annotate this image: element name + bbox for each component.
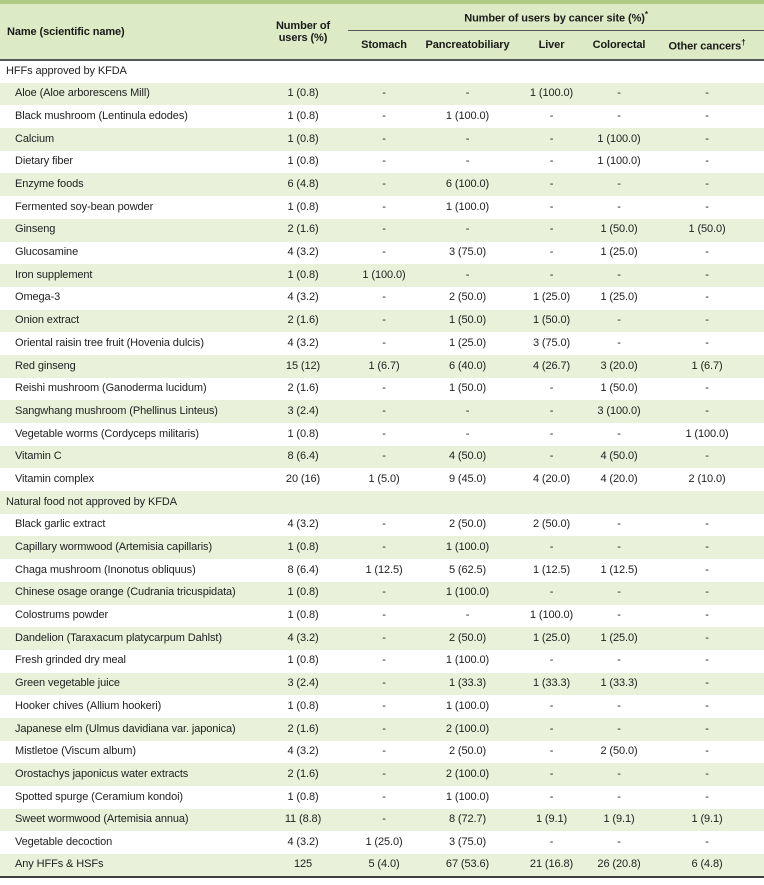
cell-other-cancers: - — [650, 400, 764, 423]
cell-colorectal: 26 (20.8) — [588, 854, 650, 877]
cell-other-cancers: - — [650, 741, 764, 764]
cell-stomach: - — [348, 809, 420, 832]
cell-other-cancers: - — [650, 173, 764, 196]
cell-colorectal: 4 (50.0) — [588, 446, 650, 469]
footnote-marker-dagger: † — [741, 37, 746, 47]
cell-stomach: - — [348, 627, 420, 650]
table-row — [0, 196, 764, 219]
cell-colorectal: 1 (25.0) — [588, 287, 650, 310]
cell-liver: - — [515, 741, 588, 764]
row-name: Iron supplement — [0, 264, 258, 287]
cell-users: 4 (3.2) — [258, 287, 348, 310]
cell-liver: - — [515, 536, 588, 559]
cell-other-cancers: 1 (6.7) — [650, 355, 764, 378]
cell-liver: 1 (12.5) — [515, 559, 588, 582]
table-row — [0, 514, 764, 537]
cell-stomach: - — [348, 128, 420, 151]
col-header-name: Name (scientific name) — [0, 4, 258, 60]
cell-liver: - — [515, 786, 588, 809]
cell-stomach: - — [348, 536, 420, 559]
cell-liver: - — [515, 400, 588, 423]
table-row — [0, 264, 764, 287]
row-name: Sangwhang mushroom (Phellinus Linteus) — [0, 400, 258, 423]
cell-colorectal: - — [588, 105, 650, 128]
header-row-group — [0, 4, 764, 31]
cell-users: 1 (0.8) — [258, 605, 348, 628]
cell-liver: - — [515, 242, 588, 265]
table-row — [0, 128, 764, 151]
table-row — [0, 831, 764, 854]
cell-colorectal: 3 (20.0) — [588, 355, 650, 378]
table-row — [0, 287, 764, 310]
cell-stomach: - — [348, 605, 420, 628]
cell-users: 4 (3.2) — [258, 242, 348, 265]
cell-liver: - — [515, 128, 588, 151]
cell-users: 15 (12) — [258, 355, 348, 378]
cell-colorectal: - — [588, 718, 650, 741]
cell-users: 2 (1.6) — [258, 310, 348, 333]
cell-liver: - — [515, 151, 588, 174]
cell-colorectal: - — [588, 650, 650, 673]
cell-liver: - — [515, 173, 588, 196]
cell-colorectal: 2 (50.0) — [588, 741, 650, 764]
cell-stomach: - — [348, 763, 420, 786]
cell-pancreatobiliary: - — [420, 400, 515, 423]
cell-colorectal: - — [588, 536, 650, 559]
col-header-liver: Liver — [515, 31, 588, 61]
table-row — [0, 718, 764, 741]
row-name: Calcium — [0, 128, 258, 151]
cell-users: 1 (0.8) — [258, 695, 348, 718]
cell-other-cancers: - — [650, 627, 764, 650]
table-row — [0, 559, 764, 582]
row-name: Vitamin complex — [0, 468, 258, 491]
cell-users: 4 (3.2) — [258, 831, 348, 854]
cell-pancreatobiliary: - — [420, 423, 515, 446]
cell-liver: 1 (50.0) — [515, 310, 588, 333]
table-row — [0, 83, 764, 106]
cell-liver: - — [515, 378, 588, 401]
row-name: Onion extract — [0, 310, 258, 333]
table-row — [0, 468, 764, 491]
row-name: Mistletoe (Viscum album) — [0, 741, 258, 764]
cell-liver: 1 (9.1) — [515, 809, 588, 832]
col-header-users: Number of users (%) — [258, 4, 348, 60]
cell-liver: 1 (100.0) — [515, 83, 588, 106]
cell-other-cancers: - — [650, 718, 764, 741]
row-name: Black garlic extract — [0, 514, 258, 537]
cell-other-cancers: - — [650, 695, 764, 718]
cell-users: 1 (0.8) — [258, 128, 348, 151]
cell-users: 1 (0.8) — [258, 582, 348, 605]
row-name: Any HFFs & HSFs — [0, 854, 258, 877]
cell-colorectal: - — [588, 310, 650, 333]
cell-other-cancers: - — [650, 332, 764, 355]
cell-pancreatobiliary: - — [420, 83, 515, 106]
cell-other-cancers: 1 (9.1) — [650, 809, 764, 832]
cell-users: 20 (16) — [258, 468, 348, 491]
cell-stomach: - — [348, 287, 420, 310]
cell-liver: - — [515, 264, 588, 287]
table-row — [0, 673, 764, 696]
cell-liver: 2 (50.0) — [515, 514, 588, 537]
cell-liver: - — [515, 650, 588, 673]
cell-users: 1 (0.8) — [258, 83, 348, 106]
col-header-stomach: Stomach — [348, 31, 420, 61]
cell-pancreatobiliary: 2 (50.0) — [420, 514, 515, 537]
row-name: Colostrums powder — [0, 605, 258, 628]
cell-users: 1 (0.8) — [258, 105, 348, 128]
row-name: Glucosamine — [0, 242, 258, 265]
cell-users: 11 (8.8) — [258, 809, 348, 832]
table-row — [0, 173, 764, 196]
section-row — [0, 60, 764, 83]
table-row — [0, 536, 764, 559]
section-row — [0, 491, 764, 514]
table-row — [0, 355, 764, 378]
row-name: Oriental raisin tree fruit (Hovenia dulcis) — [0, 332, 258, 355]
cell-other-cancers: - — [650, 786, 764, 809]
cell-other-cancers: - — [650, 310, 764, 333]
cell-colorectal: - — [588, 786, 650, 809]
cell-pancreatobiliary: 2 (50.0) — [420, 287, 515, 310]
col-header-colorectal: Colorectal — [588, 31, 650, 61]
cell-stomach: - — [348, 196, 420, 219]
cell-stomach: - — [348, 673, 420, 696]
cell-liver: - — [515, 446, 588, 469]
cell-liver: - — [515, 695, 588, 718]
cell-stomach: - — [348, 310, 420, 333]
cell-users: 3 (2.4) — [258, 673, 348, 696]
table-row — [0, 423, 764, 446]
cell-other-cancers: 6 (4.8) — [650, 854, 764, 877]
cell-stomach: - — [348, 378, 420, 401]
table-row — [0, 695, 764, 718]
cell-other-cancers: - — [650, 378, 764, 401]
cell-users: 2 (1.6) — [258, 219, 348, 242]
cell-other-cancers: - — [650, 763, 764, 786]
cell-colorectal: - — [588, 605, 650, 628]
cell-pancreatobiliary: - — [420, 219, 515, 242]
cell-stomach: 1 (12.5) — [348, 559, 420, 582]
row-name: Orostachys japonicus water extracts — [0, 763, 258, 786]
table-row — [0, 219, 764, 242]
row-name: Fresh grinded dry meal — [0, 650, 258, 673]
row-name: Natural food not approved by KFDA — [0, 491, 764, 514]
cell-users: 1 (0.8) — [258, 536, 348, 559]
cell-other-cancers: - — [650, 287, 764, 310]
row-name: Vegetable decoction — [0, 831, 258, 854]
cell-colorectal: - — [588, 423, 650, 446]
row-name: Hooker chives (Allium hookeri) — [0, 695, 258, 718]
cell-other-cancers: 1 (50.0) — [650, 219, 764, 242]
cell-liver: 1 (100.0) — [515, 605, 588, 628]
cell-colorectal: - — [588, 196, 650, 219]
cell-colorectal: 1 (9.1) — [588, 809, 650, 832]
cell-users: 1 (0.8) — [258, 650, 348, 673]
cell-stomach: - — [348, 332, 420, 355]
cell-stomach: 1 (5.0) — [348, 468, 420, 491]
cell-liver: 1 (25.0) — [515, 287, 588, 310]
row-name: HFFs approved by KFDA — [0, 60, 764, 83]
col-header-pancreatobiliary: Pancreatobiliary — [420, 31, 515, 61]
cell-pancreatobiliary: 3 (75.0) — [420, 242, 515, 265]
cell-pancreatobiliary: 5 (62.5) — [420, 559, 515, 582]
cell-pancreatobiliary: 8 (72.7) — [420, 809, 515, 832]
cell-colorectal: 1 (50.0) — [588, 378, 650, 401]
row-name: Spotted spurge (Ceramium kondoi) — [0, 786, 258, 809]
cancer-site-group-label: Number of users by cancer site (%) — [464, 12, 645, 25]
table-body — [0, 60, 764, 877]
table-row — [0, 605, 764, 628]
cell-colorectal: 1 (100.0) — [588, 128, 650, 151]
cell-pancreatobiliary: 9 (45.0) — [420, 468, 515, 491]
cell-users: 1 (0.8) — [258, 264, 348, 287]
cell-pancreatobiliary: 1 (100.0) — [420, 105, 515, 128]
row-name: Chaga mushroom (Inonotus obliquus) — [0, 559, 258, 582]
cell-colorectal: - — [588, 763, 650, 786]
cell-users: 1 (0.8) — [258, 423, 348, 446]
cell-stomach: - — [348, 741, 420, 764]
cell-liver: 4 (20.0) — [515, 468, 588, 491]
cell-colorectal: 1 (25.0) — [588, 627, 650, 650]
cell-other-cancers: - — [650, 673, 764, 696]
cell-liver: - — [515, 831, 588, 854]
table-row — [0, 105, 764, 128]
cell-pancreatobiliary: 1 (100.0) — [420, 695, 515, 718]
cell-stomach: 1 (100.0) — [348, 264, 420, 287]
cell-users: 4 (3.2) — [258, 627, 348, 650]
row-name: Capillary wormwood (Artemisia capillaris) — [0, 536, 258, 559]
cell-colorectal: 1 (100.0) — [588, 151, 650, 174]
cell-users: 8 (6.4) — [258, 446, 348, 469]
cell-other-cancers: - — [650, 105, 764, 128]
row-name: Dietary fiber — [0, 151, 258, 174]
cell-users: 8 (6.4) — [258, 559, 348, 582]
cell-users: 1 (0.8) — [258, 196, 348, 219]
cell-colorectal: - — [588, 83, 650, 106]
cell-stomach: - — [348, 582, 420, 605]
cell-pancreatobiliary: 1 (25.0) — [420, 332, 515, 355]
cell-liver: - — [515, 763, 588, 786]
cell-users: 4 (3.2) — [258, 741, 348, 764]
cell-colorectal: 4 (20.0) — [588, 468, 650, 491]
cell-users: 1 (0.8) — [258, 786, 348, 809]
cell-colorectal: 1 (33.3) — [588, 673, 650, 696]
cell-users: 4 (3.2) — [258, 332, 348, 355]
cell-pancreatobiliary: 1 (100.0) — [420, 786, 515, 809]
other-cancers-label: Other cancers — [668, 40, 742, 53]
total-row — [0, 854, 764, 877]
cell-users: 6 (4.8) — [258, 173, 348, 196]
table-row — [0, 809, 764, 832]
cell-users: 2 (1.6) — [258, 718, 348, 741]
table-row — [0, 151, 764, 174]
cell-other-cancers: - — [650, 151, 764, 174]
cell-stomach: - — [348, 650, 420, 673]
table-row — [0, 786, 764, 809]
cell-colorectal: 1 (25.0) — [588, 242, 650, 265]
cell-users: 125 — [258, 854, 348, 877]
cell-colorectal: - — [588, 514, 650, 537]
row-name: Dandelion (Taraxacum platycarpum Dahlst) — [0, 627, 258, 650]
cell-pancreatobiliary: 2 (100.0) — [420, 763, 515, 786]
row-name: Aloe (Aloe arborescens Mill) — [0, 83, 258, 106]
cell-users: 1 (0.8) — [258, 151, 348, 174]
hff-usage-table — [0, 4, 764, 878]
cell-pancreatobiliary: 6 (40.0) — [420, 355, 515, 378]
cell-colorectal: - — [588, 173, 650, 196]
cell-stomach: - — [348, 423, 420, 446]
cell-stomach: - — [348, 446, 420, 469]
table-row — [0, 446, 764, 469]
row-name: Japanese elm (Ulmus davidiana var. japonica) — [0, 718, 258, 741]
cell-other-cancers: - — [650, 559, 764, 582]
cell-stomach: - — [348, 83, 420, 106]
cell-colorectal: - — [588, 264, 650, 287]
cell-other-cancers: - — [650, 650, 764, 673]
row-name: Green vegetable juice — [0, 673, 258, 696]
cell-stomach: 5 (4.0) — [348, 854, 420, 877]
cell-pancreatobiliary: 1 (33.3) — [420, 673, 515, 696]
col-header-other-cancers — [650, 31, 764, 61]
cell-liver: - — [515, 196, 588, 219]
cell-users: 2 (1.6) — [258, 378, 348, 401]
cell-liver: 4 (26.7) — [515, 355, 588, 378]
cell-pancreatobiliary: 1 (100.0) — [420, 196, 515, 219]
cell-pancreatobiliary: 6 (100.0) — [420, 173, 515, 196]
cell-pancreatobiliary: 1 (50.0) — [420, 310, 515, 333]
cell-pancreatobiliary: - — [420, 605, 515, 628]
cell-stomach: - — [348, 695, 420, 718]
cell-liver: 1 (33.3) — [515, 673, 588, 696]
row-name: Reishi mushroom (Ganoderma lucidum) — [0, 378, 258, 401]
cell-pancreatobiliary: 1 (100.0) — [420, 536, 515, 559]
cell-other-cancers: - — [650, 128, 764, 151]
row-name: Red ginseng — [0, 355, 258, 378]
cell-other-cancers: - — [650, 514, 764, 537]
cell-colorectal: - — [588, 332, 650, 355]
cell-users: 2 (1.6) — [258, 763, 348, 786]
cell-pancreatobiliary: 2 (50.0) — [420, 741, 515, 764]
cell-liver: 1 (25.0) — [515, 627, 588, 650]
table-row — [0, 763, 764, 786]
cell-stomach: - — [348, 786, 420, 809]
table-row — [0, 650, 764, 673]
cell-stomach: - — [348, 242, 420, 265]
table-row — [0, 582, 764, 605]
row-name: Sweet wormwood (Artemisia annua) — [0, 809, 258, 832]
cell-liver: 3 (75.0) — [515, 332, 588, 355]
cell-colorectal: - — [588, 831, 650, 854]
cell-colorectal: - — [588, 695, 650, 718]
table-row — [0, 378, 764, 401]
row-name: Ginseng — [0, 219, 258, 242]
footnote-marker-asterisk: * — [644, 9, 648, 19]
row-name: Fermented soy-bean powder — [0, 196, 258, 219]
cell-other-cancers: - — [650, 83, 764, 106]
cell-stomach: - — [348, 151, 420, 174]
row-name: Vegetable worms (Cordyceps militaris) — [0, 423, 258, 446]
cell-liver: - — [515, 423, 588, 446]
cell-colorectal: 1 (50.0) — [588, 219, 650, 242]
cell-pancreatobiliary: 3 (75.0) — [420, 831, 515, 854]
cell-pancreatobiliary: 2 (50.0) — [420, 627, 515, 650]
cell-stomach: 1 (6.7) — [348, 355, 420, 378]
cell-colorectal: 1 (12.5) — [588, 559, 650, 582]
table-row — [0, 310, 764, 333]
table-row — [0, 400, 764, 423]
cell-other-cancers: 1 (100.0) — [650, 423, 764, 446]
row-name: Omega-3 — [0, 287, 258, 310]
cell-liver: - — [515, 219, 588, 242]
cell-pancreatobiliary: - — [420, 264, 515, 287]
cell-pancreatobiliary: 2 (100.0) — [420, 718, 515, 741]
row-name: Black mushroom (Lentinula edodes) — [0, 105, 258, 128]
cell-stomach: - — [348, 718, 420, 741]
table-row — [0, 332, 764, 355]
cell-liver: 21 (16.8) — [515, 854, 588, 877]
cell-stomach: - — [348, 105, 420, 128]
table-header — [0, 4, 764, 60]
cell-pancreatobiliary: 1 (100.0) — [420, 582, 515, 605]
cell-liver: - — [515, 718, 588, 741]
cell-stomach: 1 (25.0) — [348, 831, 420, 854]
cell-stomach: - — [348, 219, 420, 242]
cell-stomach: - — [348, 173, 420, 196]
cell-other-cancers: - — [650, 264, 764, 287]
row-name: Chinese osage orange (Cudrania tricuspidata) — [0, 582, 258, 605]
cell-pancreatobiliary: 1 (50.0) — [420, 378, 515, 401]
cell-colorectal: - — [588, 582, 650, 605]
table-row — [0, 741, 764, 764]
cell-other-cancers: - — [650, 582, 764, 605]
cell-other-cancers: - — [650, 831, 764, 854]
cell-pancreatobiliary: 1 (100.0) — [420, 650, 515, 673]
cell-stomach: - — [348, 400, 420, 423]
cell-stomach: - — [348, 514, 420, 537]
cell-other-cancers: 2 (10.0) — [650, 468, 764, 491]
table-row — [0, 242, 764, 265]
cell-users: 4 (3.2) — [258, 514, 348, 537]
row-name: Vitamin C — [0, 446, 258, 469]
col-header-cancer-site-group — [348, 4, 764, 31]
cell-other-cancers: - — [650, 242, 764, 265]
cell-colorectal: 3 (100.0) — [588, 400, 650, 423]
cell-users: 3 (2.4) — [258, 400, 348, 423]
cell-other-cancers: - — [650, 536, 764, 559]
cell-pancreatobiliary: - — [420, 128, 515, 151]
table-row — [0, 627, 764, 650]
cell-pancreatobiliary: 67 (53.6) — [420, 854, 515, 877]
row-name: Enzyme foods — [0, 173, 258, 196]
cell-liver: - — [515, 582, 588, 605]
cell-other-cancers: - — [650, 196, 764, 219]
cell-liver: - — [515, 105, 588, 128]
cell-other-cancers: - — [650, 446, 764, 469]
cell-pancreatobiliary: - — [420, 151, 515, 174]
cell-pancreatobiliary: 4 (50.0) — [420, 446, 515, 469]
cell-other-cancers: - — [650, 605, 764, 628]
